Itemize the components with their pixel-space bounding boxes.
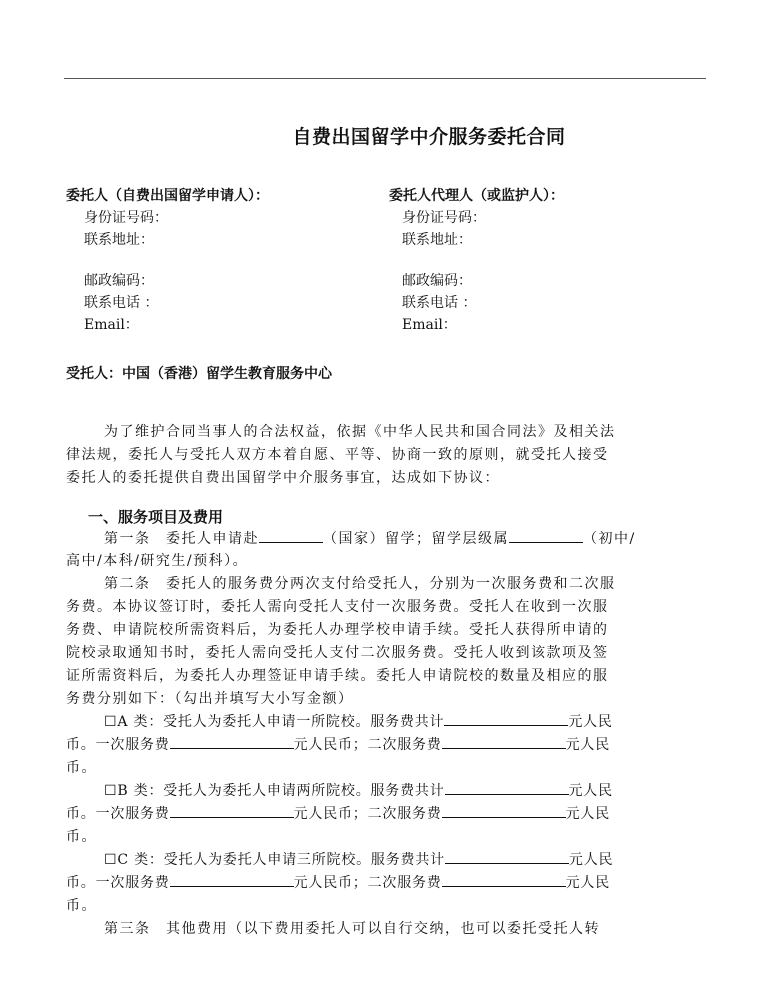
option-b-line3: 币。	[66, 829, 97, 845]
option-a-line2	[66, 734, 706, 754]
intro-line: 律法规，委托人与受托人双方本着自愿、平等、协商一致的原则，就受托人接受	[66, 447, 609, 463]
trustee-line: 受托人：中国（香港）留学生教育服务中心	[66, 366, 332, 382]
article1-text: 第一条 委托人申请赴	[104, 531, 259, 547]
option-c-line3: 币。	[66, 898, 97, 914]
option-b-line1	[104, 780, 744, 800]
intro-line: 为了维护合同当事人的合法权益，依据《中华人民共和国合同法》及相关法	[104, 424, 616, 440]
article1-line1	[104, 528, 744, 548]
article1-line2: 高中/本科/研究生/预科）。	[66, 553, 249, 569]
fee-label: 币。一次服务费	[66, 875, 170, 891]
client-email-label: Email：	[84, 317, 139, 333]
article1-text: （国家）留学；留学层级属	[323, 531, 509, 547]
option-c-total-blank[interactable]	[445, 862, 569, 864]
checkbox-b[interactable]: ☐	[104, 783, 118, 799]
option-b-text: B 类：受托人为委托人申请两所院校。服务费共计	[117, 783, 445, 799]
option-a-second-fee-blank[interactable]	[442, 747, 566, 749]
option-c-line1	[104, 849, 744, 869]
article2-line: 第二条 委托人的服务费分两次支付给受托人，分别为一次服务费和二次服	[104, 576, 616, 592]
document-title: 自费出国留学中介服务委托合同	[292, 126, 566, 148]
article2-line: 院校录取通知书时，委托人需向受托人支付二次服务费。受托人收到该款项及签	[66, 645, 609, 661]
client-heading: 委托人（自费出国留学申请人）：	[66, 188, 269, 204]
header-rule	[64, 78, 706, 79]
option-b-line2	[66, 803, 706, 823]
client-postal-label: 邮政编码：	[84, 273, 154, 289]
fee-label: 元人民币；二次服务费	[293, 806, 442, 822]
article3-line: 第三条 其他费用（以下费用委托人可以自行交纳，也可以委托受托人转	[104, 921, 600, 937]
agent-email-label: Email：	[402, 317, 457, 333]
article1-text: （初中/	[583, 531, 636, 547]
article2-line: 务费分别如下：（勾出并填写大小写金额）	[66, 691, 354, 707]
fee-label: 元人民币；二次服务费	[293, 875, 442, 891]
section1-heading: 一、服务项目及费用	[88, 508, 224, 526]
option-c-first-fee-blank[interactable]	[170, 885, 294, 887]
agent-address-label: 联系地址：	[402, 232, 472, 248]
fee-label: 元人民	[565, 875, 611, 891]
option-a-total-blank[interactable]	[444, 724, 568, 726]
option-c-line2	[66, 872, 706, 892]
option-b-unit: 元人民	[568, 783, 613, 799]
fee-label: 币。一次服务费	[66, 806, 170, 822]
intro-line: 委托人的委托提供自费出国留学中介服务事宜，达成如下协议：	[66, 470, 500, 486]
country-blank[interactable]	[259, 541, 323, 543]
fee-label: 币。一次服务费	[66, 737, 170, 753]
option-b-first-fee-blank[interactable]	[170, 816, 294, 818]
checkbox-c[interactable]: ☐	[104, 852, 118, 868]
fee-label: 元人民币；二次服务费	[293, 737, 442, 753]
agent-heading: 委托人代理人（或监护人）：	[389, 188, 564, 204]
option-c-text: C 类：受托人为委托人申请三所院校。服务费共计	[117, 852, 445, 868]
level-blank[interactable]	[509, 541, 583, 543]
option-a-line1	[104, 711, 744, 731]
fee-label: 元人民	[565, 806, 611, 822]
option-b-total-blank[interactable]	[445, 793, 569, 795]
agent-id-label: 身份证号码：	[402, 210, 486, 226]
fee-label: 元人民	[565, 737, 611, 753]
checkbox-a[interactable]: ☐	[104, 714, 118, 730]
agent-phone-label: 联系电话 ：	[402, 295, 477, 311]
option-a-text: A 类：受托人为委托人申请一所院校。服务费共计	[117, 714, 445, 730]
article2-line: 务费、申请院校所需资料后，为委托人办理学校申请手续。受托人获得所申请的	[66, 622, 609, 638]
client-address-label: 联系地址：	[84, 232, 154, 248]
option-a-unit: 元人民	[568, 714, 613, 730]
client-id-label: 身份证号码：	[84, 210, 168, 226]
article2-line: 证所需资料后，为委托人办理签证申请手续。委托人申请院校的数量及相应的服	[66, 668, 609, 684]
option-a-first-fee-blank[interactable]	[170, 747, 294, 749]
article2-line: 务费。本协议签订时，委托人需向受托人支付一次服务费。受托人在收到一次服	[66, 599, 609, 615]
option-b-second-fee-blank[interactable]	[442, 816, 566, 818]
option-c-second-fee-blank[interactable]	[442, 885, 566, 887]
client-phone-label: 联系电话 ：	[84, 295, 159, 311]
agent-postal-label: 邮政编码：	[402, 273, 472, 289]
option-a-line3: 币。	[66, 760, 97, 776]
option-c-unit: 元人民	[568, 852, 614, 868]
